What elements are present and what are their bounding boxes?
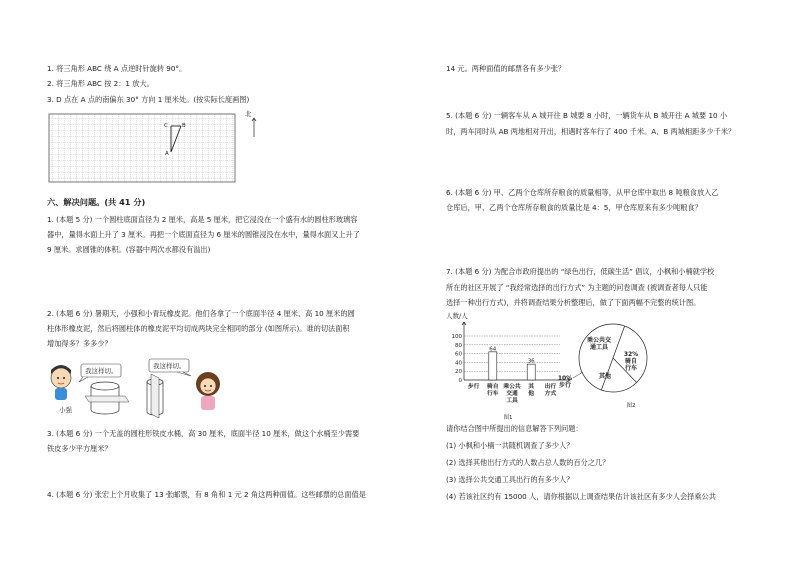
- bar-其他: [527, 364, 535, 380]
- grid-svg: [46, 112, 246, 184]
- label-a: A: [165, 151, 169, 157]
- q7-line3: 选择一种出行方式)，并将调查结果分析整理后，做了下面两幅不完整的统计图。: [446, 298, 701, 307]
- bar-chart: [446, 310, 576, 422]
- q1-line1: 1. (本题 5 分) 一个圆柱底面直径为 2 厘米，高是 5 厘米，把它浸没在一个盛有水的圆柱形玻璃容: [47, 215, 358, 224]
- q1-line3: 9 厘米。求圆锥的体积。(容器中两次水都没有溢出): [47, 245, 211, 254]
- cylinder-horizontal-cut: [85, 382, 129, 414]
- task-3: 3. D 点在 A 点的南偏东 30° 方向 1 厘米处。(按实际长度画图): [47, 95, 250, 104]
- bar-category-label: 骑自行车: [486, 384, 499, 397]
- bar-category-label: 出行方式: [544, 384, 557, 397]
- q3-line2: 铁皮多少平方厘米？: [47, 444, 112, 453]
- bar-category-label: 乘公共交通工具: [503, 384, 521, 404]
- q7-sub3: (3) 选择公共交通工具出行的有多少人？: [446, 475, 574, 484]
- pie-leader-line: [573, 372, 583, 378]
- bar-ylabel: 人数/人: [446, 312, 468, 320]
- q5-line1: 5. (本题 6 分) 一辆客车从 A 城开往 B 城要 8 小时，一辆货车从 B 城开往 A 城要 10 小: [446, 111, 728, 120]
- bar-tick-label: 80: [455, 342, 462, 349]
- pie-slice-label: 10%步行: [558, 375, 573, 389]
- north-label: 北: [245, 110, 252, 118]
- q6-line2: 仓库后，甲、乙两个仓库所存粮食的质量比是 4：5，甲仓库原来有多少吨粮食？: [446, 203, 702, 212]
- bar-tick-label: 100: [451, 334, 462, 340]
- q2-line2: 柱体形橡皮泥，然后将圆柱体的橡皮泥平均切成两块完全相同的部分 (如图所示)。谁的切法面积: [47, 324, 350, 333]
- q1-line2: 器中，量得水面上升了 3 厘米。再把一个底面直径为 6 厘米的圆锥浸没在水中，量得水面又上升了: [47, 230, 360, 239]
- bubble-right-text: 我这样切。: [153, 362, 186, 370]
- pie-chart: [558, 318, 668, 410]
- q4-continued: 14 元。两种面值的邮票各有多少张？: [446, 64, 566, 73]
- pie-slice-label: 乘公共交通工具: [586, 337, 612, 351]
- q3-line1: 3. (本题 6 分) 一个无盖的圆柱形铁皮水桶，高 30 厘米，底面半径 10 厘米，做这个水桶至少需要: [47, 429, 360, 438]
- bar-骑自行车: [489, 352, 497, 380]
- pie-slice-label: 32%骑自行车: [623, 351, 639, 372]
- q4-line1: 4. (本题 6 分) 张宏上个月收集了 13 张邮票，有 8 角和 1 元 2 角这两种面值。这些邮票的总面值是: [47, 490, 366, 499]
- pie-chart-svg: [558, 318, 668, 410]
- q2-line3: 增加得多？多多少？: [47, 339, 112, 348]
- bar-category-label: 步行: [467, 384, 480, 390]
- pie-slice-label: 其他: [598, 373, 612, 380]
- bar-tick-label: 40: [455, 360, 462, 367]
- pie-caption: 图2: [626, 403, 636, 409]
- girl-figure: [196, 372, 220, 410]
- bar-tick-label: 0: [458, 378, 462, 384]
- bar-value-label: 64: [489, 346, 497, 353]
- q2-illustration: [45, 358, 225, 420]
- section-title: 六、解决问题。(共 41 分): [47, 197, 146, 207]
- q7-prompt: 请你结合图中所提出的信息解答下列问题：: [446, 424, 583, 433]
- bubble-left-text: 我这样切。: [85, 367, 118, 375]
- bar-chart-svg: [446, 310, 576, 422]
- q5-line2: 时，两车同时从 AB 两地相对开出，相遇时客车行了 400 千米。A、B 两城相距多少千米？: [446, 127, 736, 136]
- label-b: B: [182, 123, 186, 129]
- name-xiaoqiang: 小强: [59, 406, 72, 414]
- q7-sub2: (2) 选择其他出行方式的人数占总人数的百分之几？: [446, 458, 610, 467]
- bar-caption: 图1: [503, 415, 513, 421]
- bar-category-label: 其他: [528, 384, 535, 397]
- q6-line1: 6. (本题 6 分) 甲、乙两个仓库所存粮食的质量相等，从甲仓库中取出 8 吨粮食放入乙: [446, 188, 719, 197]
- q7-line2: 所在的社区开展了 “我经常选择的出行方式” 为主题的问卷调查 (被调查者每人只能: [446, 283, 708, 292]
- bar-tick-label: 20: [455, 369, 462, 376]
- q7-sub4: (4) 若该社区约有 15000 人，请你根据以上调查结果估计该社区有多少人会择乘公共: [446, 492, 716, 501]
- label-c: C: [164, 123, 168, 129]
- task-1: 1. 将三角形 ABC 绕 A 点逆时针旋转 90°。: [47, 64, 187, 73]
- q7-sub1: (1) 小枫和小楠一共随机调查了多少人？: [446, 441, 574, 450]
- cylinder-vertical-cut: [147, 374, 163, 418]
- bar-value-label: 36: [527, 358, 535, 365]
- task-2: 2. 将三角形 ABC 按 2：1 放大。: [47, 79, 154, 88]
- q2-line1: 2. (本题 6 分) 暑期天，小强和小青玩橡皮泥。他们各拿了一个底面半径 4 厘米、高 10 厘米的圆: [47, 309, 355, 318]
- bar-tick-label: 60: [455, 351, 462, 358]
- boy-figure: [51, 365, 71, 400]
- dotted-grid: [46, 112, 246, 184]
- north-arrow: [245, 110, 262, 138]
- q7-line1: 7. (本题 6 分) 为配合市政府提出的 “绿色出行，低碳生活” 倡议，小枫和小楠就学校: [446, 267, 715, 276]
